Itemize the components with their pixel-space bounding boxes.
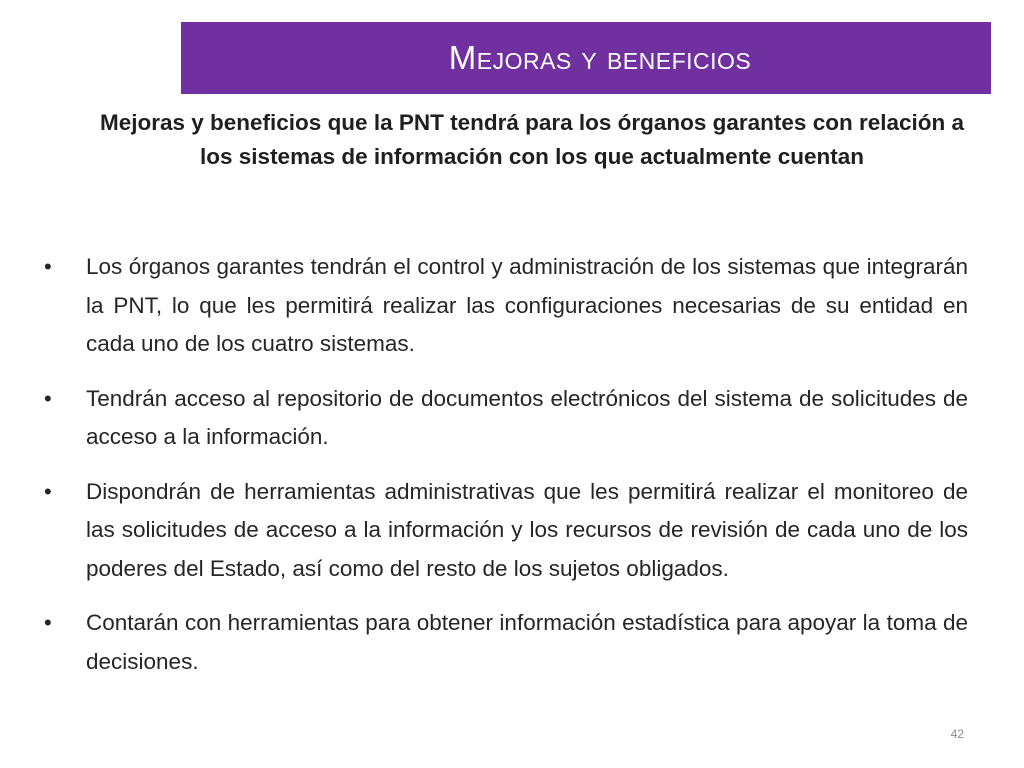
slide-subtitle: Mejoras y beneficios que la PNT tendrá para los órganos garantes con relación a los sistemas de información con los que actualmente cuentan [99, 110, 964, 169]
bullet-marker: • [44, 478, 52, 504]
bullet-list [44, 248, 968, 697]
bullet-item [44, 380, 968, 457]
slide-title: Mejoras y beneficios [448, 39, 752, 76]
bullet-marker: • [44, 385, 52, 411]
bullet-marker: • [44, 610, 52, 635]
bullet-item [44, 604, 968, 681]
bullet-text: Dispondrán de herramientas administrativas que les permitirá realizar el monitoreo de las solicitudes de acceso a la información y los recursos de revisión de cada uno de los poderes del Estado, así como del resto de los sujetos obligados. [86, 478, 968, 581]
bullet-item [44, 473, 968, 589]
page-number: 42 [950, 727, 964, 741]
title-bar [181, 22, 991, 94]
bullet-item [44, 248, 968, 364]
bullet-text: Tendrán acceso al repositorio de documentos electrónicos del sistema de solicitudes de acceso a la información. [86, 385, 968, 449]
bullet-text: Los órganos garantes tendrán el control y administración de los sistemas que integrarán la PNT, lo que les permitirá realizar las configuraciones necesarias de su entidad en cada uno de los cuatro sistemas. [86, 254, 968, 356]
bullet-text: Contarán con herramientas para obtener información estadística para apoyar la toma de decisiones. [86, 610, 968, 674]
bullet-marker: • [44, 254, 52, 279]
